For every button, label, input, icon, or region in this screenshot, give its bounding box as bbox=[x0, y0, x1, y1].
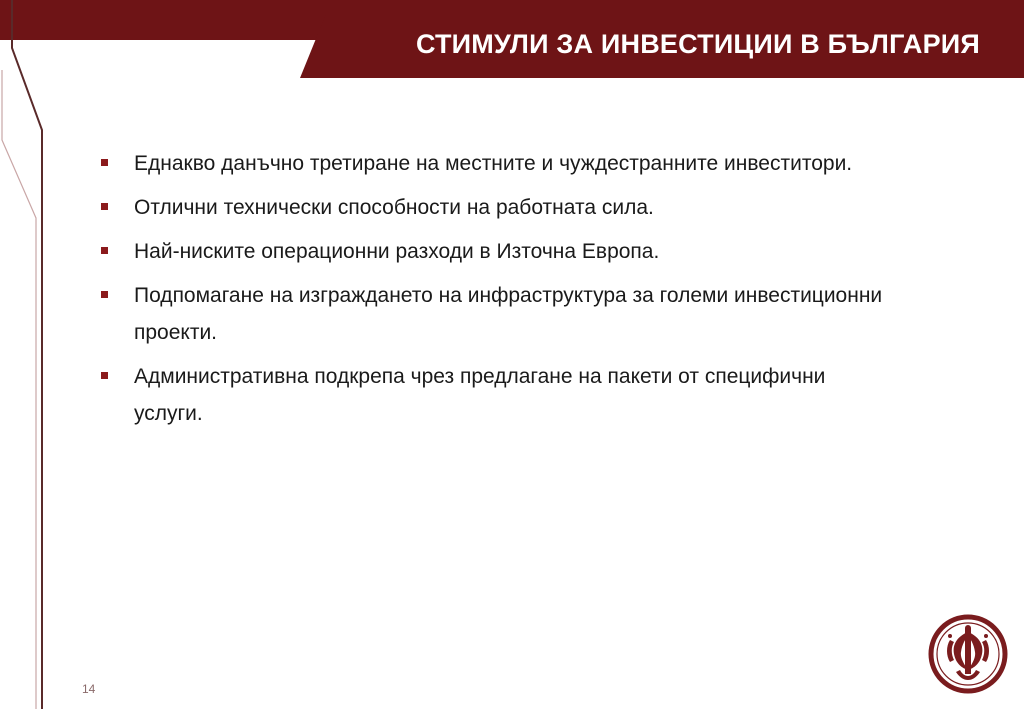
square-bullet-icon bbox=[101, 159, 108, 166]
bullet-text: Еднакво данъчно третиране на местните и чуждестранните инвеститори. bbox=[134, 152, 853, 175]
square-bullet-icon bbox=[101, 247, 108, 254]
list-item bbox=[97, 189, 897, 226]
square-bullet-icon bbox=[101, 372, 108, 379]
page-number: 14 bbox=[82, 682, 96, 696]
list-item bbox=[97, 277, 897, 351]
list-item bbox=[97, 358, 897, 432]
bullet-text: Отлични технически способности на работната сила. bbox=[134, 196, 654, 219]
square-bullet-icon bbox=[101, 203, 108, 210]
square-bullet-icon bbox=[101, 291, 108, 298]
decorative-lines bbox=[0, 0, 80, 709]
list-item bbox=[97, 233, 897, 270]
ornamental-crest-emblem-icon bbox=[928, 614, 1008, 694]
bullet-text: Най-ниските операционни разходи в Източна Европа. bbox=[134, 240, 660, 263]
bullet-text: Административна подкрепа чрез предлагане на пакети от специфични услуги. bbox=[134, 365, 826, 425]
bullet-text: Подпомагане на изграждането на инфраструктура за големи инвестиционни проекти. bbox=[134, 284, 883, 344]
bullet-list bbox=[97, 145, 897, 439]
slide-title: СТИМУЛИ ЗА ИНВЕСТИЦИИ В БЪЛГАРИЯ bbox=[415, 29, 980, 59]
list-item bbox=[97, 145, 897, 182]
